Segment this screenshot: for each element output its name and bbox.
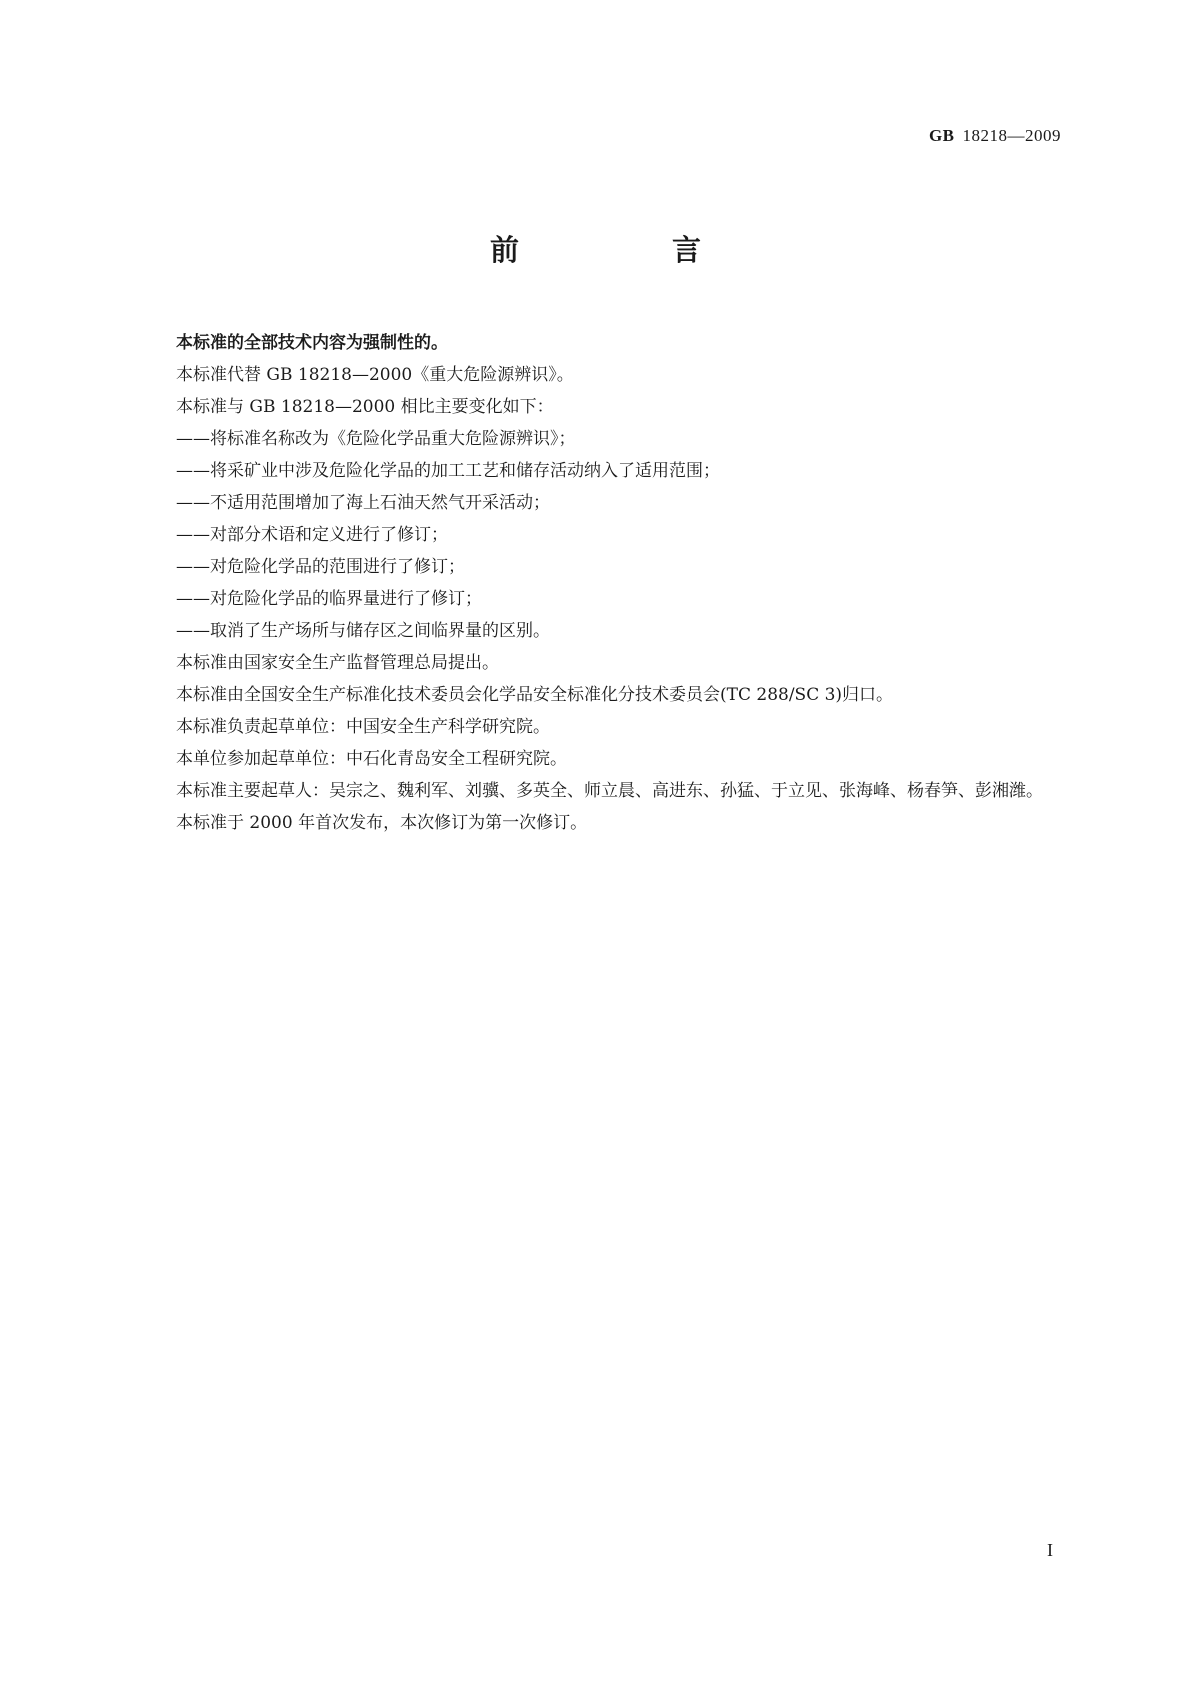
change-item: ——将标准名称改为《危险化学品重大危险源辨识》； xyxy=(176,429,576,449)
paragraph-replaces: 本标准代替 GB 18218—2000《重大危险源辨识》。 xyxy=(176,365,574,385)
change-item: ——不适用范围增加了海上石油天然气开采活动； xyxy=(176,493,550,513)
change-item: ——对危险化学品的范围进行了修订； xyxy=(176,557,465,577)
paragraph-drafters: 本标准主要起草人：吴宗之、魏利军、刘骥、多英全、师立晨、高进东、孙猛、于立见、张海峰、杨春笋、彭湘潍。 xyxy=(176,781,1043,801)
standard-prefix: GB xyxy=(928,126,955,145)
standard-number: 18218—2009 xyxy=(962,126,1061,145)
page-title: 前 言 xyxy=(489,233,763,267)
paragraph-drafting-unit: 本标准负责起草单位：中国安全生产科学研究院。 xyxy=(176,717,550,737)
paragraph-participating-unit: 本单位参加起草单位：中石化青岛安全工程研究院。 xyxy=(176,749,567,769)
change-item: ——对部分术语和定义进行了修订； xyxy=(176,525,448,545)
foreword-body xyxy=(134,327,1064,839)
paragraph-changes-intro: 本标准与 GB 18218—2000 相比主要变化如下： xyxy=(176,397,554,417)
change-item: ——对危险化学品的临界量进行了修订； xyxy=(176,589,482,609)
change-item: ——取消了生产场所与储存区之间临界量的区别。 xyxy=(176,621,550,641)
paragraph-revision-history: 本标准于 2000 年首次发布，本次修订为第一次修订。 xyxy=(176,813,588,833)
paragraph-proposed-by: 本标准由国家安全生产监督管理总局提出。 xyxy=(176,653,499,673)
paragraph-mandatory-statement: 本标准的全部技术内容为强制性的。 xyxy=(176,333,448,353)
standard-code xyxy=(929,126,1061,146)
paragraph-technical-committee: 本标准由全国安全生产标准化技术委员会化学品安全标准化分技术委员会(TC 288/SC 3)归口。 xyxy=(176,685,894,705)
page-number: I xyxy=(1047,1540,1053,1560)
change-item: ——将采矿业中涉及危险化学品的加工工艺和储存活动纳入了适用范围； xyxy=(176,461,720,481)
